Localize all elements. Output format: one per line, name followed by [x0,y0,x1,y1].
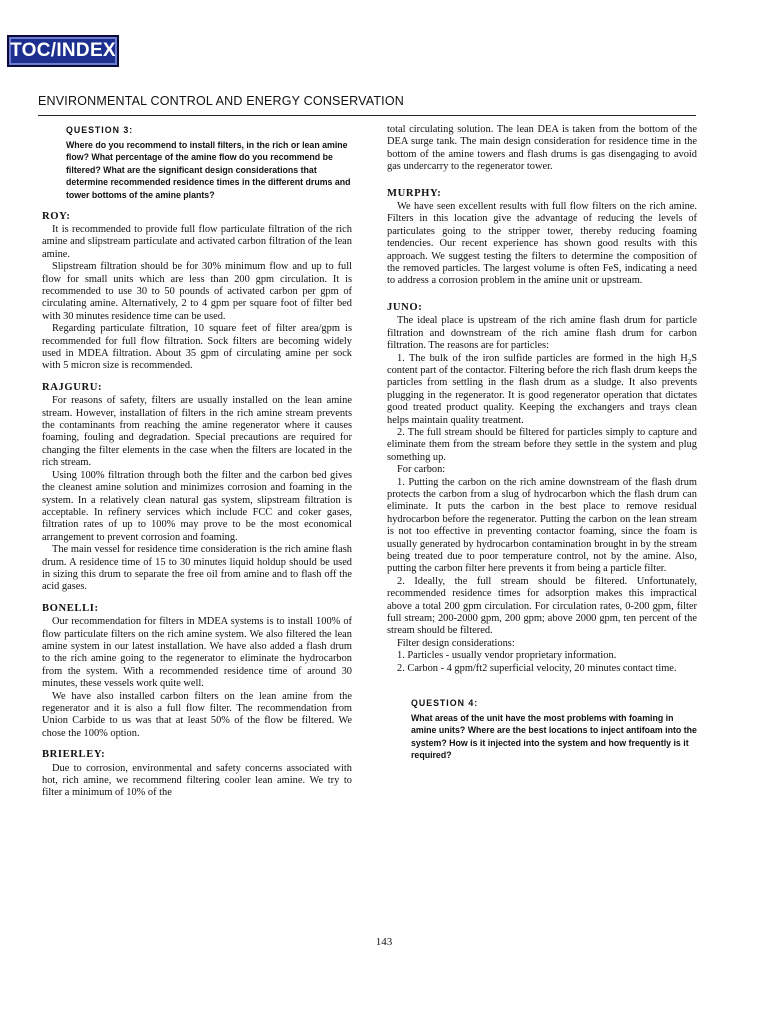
question-4-title: QUESTION 4: [411,698,479,709]
continued-paragraph: total circulating solution. The lean DEA is taken from the bottom of the DEA surge tank. The main design consideration for residence time in the bottom of the amine towers and flash drums is gas disengaging to avoid gas undercarry to the regenerator tower. [387,124,697,173]
bonelli-paragraph: We have also installed carbon filters on the lean amine from the regenerator and it is also a full flow filter. The recommendation from Union Carbide to us was that at least 50% of the flow be filtered. We chose the 100% option. [42,690,352,739]
juno-intro: The ideal place is upstream of the rich amine flash drum for particle filtration and downstream of the rich amine flash drum for carbon filtration. The reasons are for particles: [387,315,697,352]
speaker-murphy: MURPHY: [387,187,442,199]
juno-item1-subscript: 2 [687,357,692,366]
juno-design-item-2: 2. Carbon - 4 gpm/ft2 superficial velocity, 20 minutes contact time. [397,662,677,674]
juno-particle-item-2: 2. The full stream should be filtered for particles simply to capture and eliminate them from the stream before they settle in the system and plug something up. [387,426,697,463]
juno-particle-item-1 [387,353,697,427]
question-4-body: What areas of the unit have the most problems with foaming in amine units? Where are the best locations to inject antifoam into the system? How is it injected into the system and how frequently is it required? [411,712,697,761]
question-3-title: QUESTION 3: [66,125,134,135]
murphy-paragraph: We have seen excellent results with full flow filters on the rich amine. Filters in this location give the advantage of reducing the levels of particulates going to the stripper tower, thereby reducing foaming tendencies. Our recent experience has shown good results with this approach. We suggest testing the filters to determine the composition of the removed particles. The largest volume is often FeS, indicating a need to address a corrosion problem in the amine unit or upstream. [387,201,697,287]
rajguru-paragraph: The main vessel for residence time consideration is the rich amine flash drum. A residence time of 15 to 30 minutes liquid holdup should be used in sizing this drum to separate the free oil from amine and to flash off the acid gases. [42,544,352,593]
speaker-bonelli: BONELLI: [42,602,99,614]
header-rule [38,115,696,116]
juno-carbon-item-1: 1. Putting the carbon on the rich amine downstream of the flash drum protects the carbon from a slug of hydrocarbon which the flash drum can eliminate. It puts the carbon in the best place to remove residual hydrocarbon before the regenerator. Putting the carbon on the lean stream is not too effective in preventing contactor foaming, since the foam is usually generated by hydrocarbon contamination brought in by the stream being treated due to poor temperature control, not by the amine. Also, putting the carbon filter here prevents it from being a particle filter. [387,476,697,575]
speaker-brierley: BRIERLEY: [42,749,106,761]
right-column [387,124,697,768]
juno-carbon-label: For carbon: [397,464,446,476]
brierley-paragraph: Due to corrosion, environmental and safety concerns associated with hot, rich amine, we recommend filtering cooler lean amine. We try to filter a minimum of 10% of the [42,762,352,799]
roy-paragraph: Regarding particulate filtration, 10 square feet of filter area/gpm is recommended for full flow filtration. Sock filters are becoming widely used in MDEA filtration. About 35 gpm of circulating amine per sock with 5 micron size is recommended. [42,323,352,372]
question-3 [66,124,352,202]
rajguru-paragraph: For reasons of safety, filters are usually installed on the lean amine stream. However, installation of filters in the rich amine stream prevents the contaminants from reaching the amine regenerator where it causes foaming, fouling and degradation. Special precautions are required for changing the filter elements in the case when the filters are located in the rich stream. [42,395,352,469]
question-3-body: Where do you recommend to install filters, in the rich or lean amine flow? What percentage of the amine flow do you recommend be filtered? What are the significant design considerations that determine recommended residence times in the different drums and tower bottoms of the amine plants? [66,139,351,200]
page-number: 143 [375,936,393,948]
juno-item1-text-a: 1. The bulk of the iron sulfide particles are formed in the high H [397,352,688,364]
roy-paragraph: Slipstream filtration should be for 30% minimum flow and up to full flow for small units which are less than 200 gpm circulation. It is recommended to use 30 to 50 pounds of activated carbon per gpm of circulating amine. Alternatively, 2 to 4 gpm per square foot of filter bed with 30 minutes residence time can be used. [42,261,352,322]
spacer [387,675,697,697]
speaker-juno: JUNO: [387,301,423,313]
rajguru-paragraph: Using 100% filtration through both the filter and the carbon bed gives the cleanest amine solution and minimizes corrosion and foaming in the system. In a relatively clean natural gas system, slipstream filtration is acceptable. In refinery services which include FCC and coker gases, filtration rates of up to 100% may prove to be the most economical arrangement to prevent corrosion and foaming. [42,469,352,543]
speaker-rajguru: RAJGURU: [42,381,103,393]
speaker-roy: ROY: [42,210,71,222]
juno-design-label: Filter design considerations: [397,637,515,649]
juno-design-item-1: 1. Particles - usually vendor proprietary information. [397,650,617,662]
juno-item1-text-b: S content part of the contactor. Filtering before the rich flash drum keeps the particles from settling in the flash drum as a sludge. It also prevents plugging in the regenerator. It is good regenerator operation that dictates good treated product quality. Keeping the exchangers and trays clean helps maintain quality treatment. [387,352,697,426]
juno-carbon-item-2: 2. Ideally, the full stream should be filtered. Unfortunately, recommended residence times for adsorption makes this impractical above a total 200 gpm circulation. For circulation rates, 0-200 gpm, filter full stream; 200-2000 gpm, 200 gpm; above 2000 gpm, ten percent of the stream should be filtered. [387,575,697,637]
roy-paragraph: It is recommended to provide full flow particulate filtration of the rich amine and slipstream particulate and activated carbon filtration of the lean amine. [42,223,352,260]
left-column [42,124,352,800]
toc-index-button[interactable]: TOC/INDEX [7,35,119,67]
bonelli-paragraph: Our recommendation for filters in MDEA systems is to install 100% of flow particulate filters on the rich amine system. We also filtered the lean amine system in our latest installation. We have also added a flash drum to the rich amine going to the regenerator to eliminate the hydrocarbon from the system. With a recommended residence time of around 30 minutes, these vessels work quite well. [42,616,352,690]
question-4 [411,697,697,762]
section-header: ENVIRONMENTAL CONTROL AND ENERGY CONSERVATION [38,94,405,108]
